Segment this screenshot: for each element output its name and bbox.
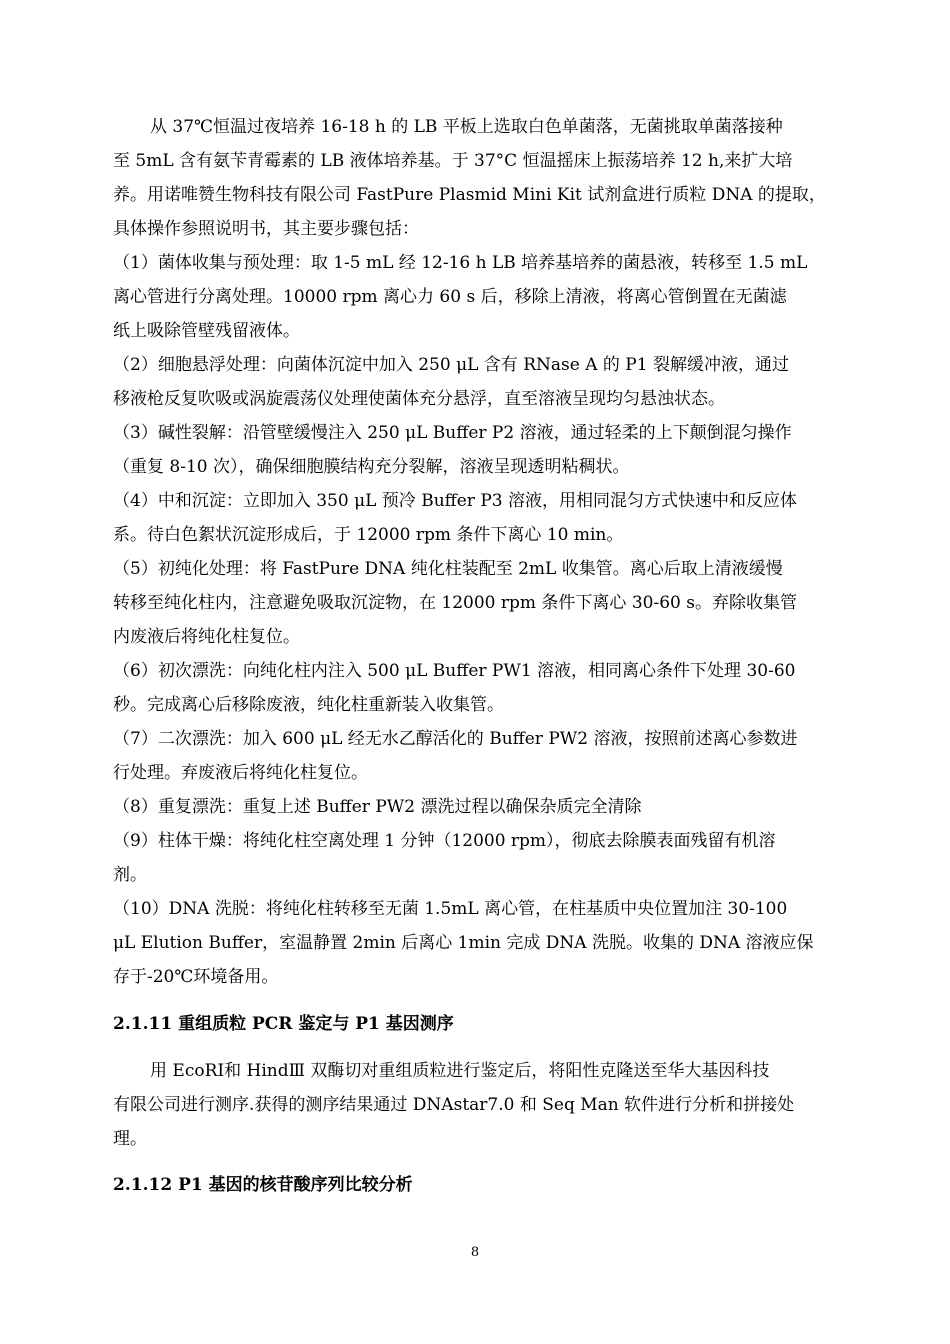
paragraph-line: 用 EcoRⅠ和 HindⅢ 双酶切对重组质粒进行鉴定后，将阳性克隆送至华大基因科技 — [150, 1061, 770, 1081]
step-line: μL Elution Buffer，室温静置 2min 后离心 1min 完成 DNA 洗脱。收集的 DNA 溶液应保 — [113, 933, 814, 953]
step-line: 秒。完成离心后移除废液，纯化柱重新装入收集管。 — [113, 695, 504, 715]
paragraph-line: 有限公司进行测序.获得的测序结果通过 DNAstar7.0 和 Seq Man 软件进行分析和拼接处 — [113, 1095, 795, 1115]
step-line: （5）初纯化处理：将 FastPure DNA 纯化柱装配至 2mL 收集管。离心后取上清液缓慢 — [113, 559, 783, 579]
step-line: （3）碱性裂解：沿管壁缓慢注入 250 μL Buffer P2 溶液，通过轻柔的上下颠倒混匀操作 — [113, 423, 792, 443]
step-line: 转移至纯化柱内，注意避免吸取沉淀物，在 12000 rpm 条件下离心 30-60 s。弃除收集管 — [113, 593, 797, 613]
step-line: 移液枪反复吹吸或涡旋震荡仪处理使菌体充分悬浮，直至溶液呈现均匀悬浊状态。 — [113, 389, 725, 409]
step-line: （重复 8-10 次），确保细胞膜结构充分裂解，溶液呈现透明粘稠状。 — [113, 457, 630, 477]
section-heading: 2.1.12 P1 基因的核苷酸序列比较分析 — [113, 1175, 413, 1195]
step-line: （7）二次漂洗：加入 600 μL 经无水乙醇活化的 Buffer PW2 溶液，按照前述离心参数进 — [113, 729, 798, 749]
intro-line: 至 5mL 含有氨苄青霉素的 LB 液体培养基。于 37°C 恒温摇床上振荡培养 12 h,来扩大培 — [113, 151, 793, 171]
step-line: 离心管进行分离处理。10000 rpm 离心力 60 s 后，移除上清液，将离心管倒置在无菌滤 — [113, 287, 787, 307]
step-line: 行处理。弃废液后将纯化柱复位。 — [113, 763, 368, 783]
step-line: 内废液后将纯化柱复位。 — [113, 627, 300, 647]
intro-line: 养。用诺唯赞生物科技有限公司 FastPure Plasmid Mini Kit 试剂盒进行质粒 DNA 的提取， — [113, 185, 826, 205]
step-line: （1）菌体收集与预处理：取 1-5 mL 经 12-16 h LB 培养基培养的菌悬液，转移至 1.5 mL — [113, 253, 808, 273]
step-line: 系。待白色絮状沉淀形成后，于 12000 rpm 条件下离心 10 min。 — [113, 525, 624, 545]
step-line: （6）初次漂洗：向纯化柱内注入 500 μL Buffer PW1 溶液，相同离心条件下处理 30-60 — [113, 661, 796, 681]
step-line: （4）中和沉淀：立即加入 350 μL 预冷 Buffer P3 溶液，用相同混匀方式快速中和反应体 — [113, 491, 797, 511]
step-line: （2）细胞悬浮处理：向菌体沉淀中加入 250 μL 含有 RNase A 的 P1 裂解缓冲液，通过 — [113, 355, 789, 375]
step-line: （8）重复漂洗：重复上述 Buffer PW2 漂洗过程以确保杂质完全清除 — [113, 797, 642, 817]
step-line: （10）DNA 洗脱：将纯化柱转移至无菌 1.5mL 离心管，在柱基质中央位置加注 30-100 — [113, 899, 788, 919]
step-line: 存于-20℃环境备用。 — [113, 967, 279, 987]
paragraph-line: 理。 — [113, 1129, 147, 1149]
intro-line: 从 37℃恒温过夜培养 16-18 h 的 LB 平板上选取白色单菌落，无菌挑取单菌落接种 — [150, 117, 783, 137]
page-number: 8 — [470, 1245, 480, 1260]
step-line: 剂。 — [113, 865, 147, 885]
intro-line: 具体操作参照说明书，其主要步骤包括： — [113, 219, 419, 239]
step-line: （9）柱体干燥：将纯化柱空离处理 1 分钟（12000 rpm），彻底去除膜表面残留有机溶 — [113, 831, 776, 851]
step-line: 纸上吸除管壁残留液体。 — [113, 321, 300, 341]
section-heading: 2.1.11 重组质粒 PCR 鉴定与 P1 基因测序 — [113, 1014, 454, 1034]
